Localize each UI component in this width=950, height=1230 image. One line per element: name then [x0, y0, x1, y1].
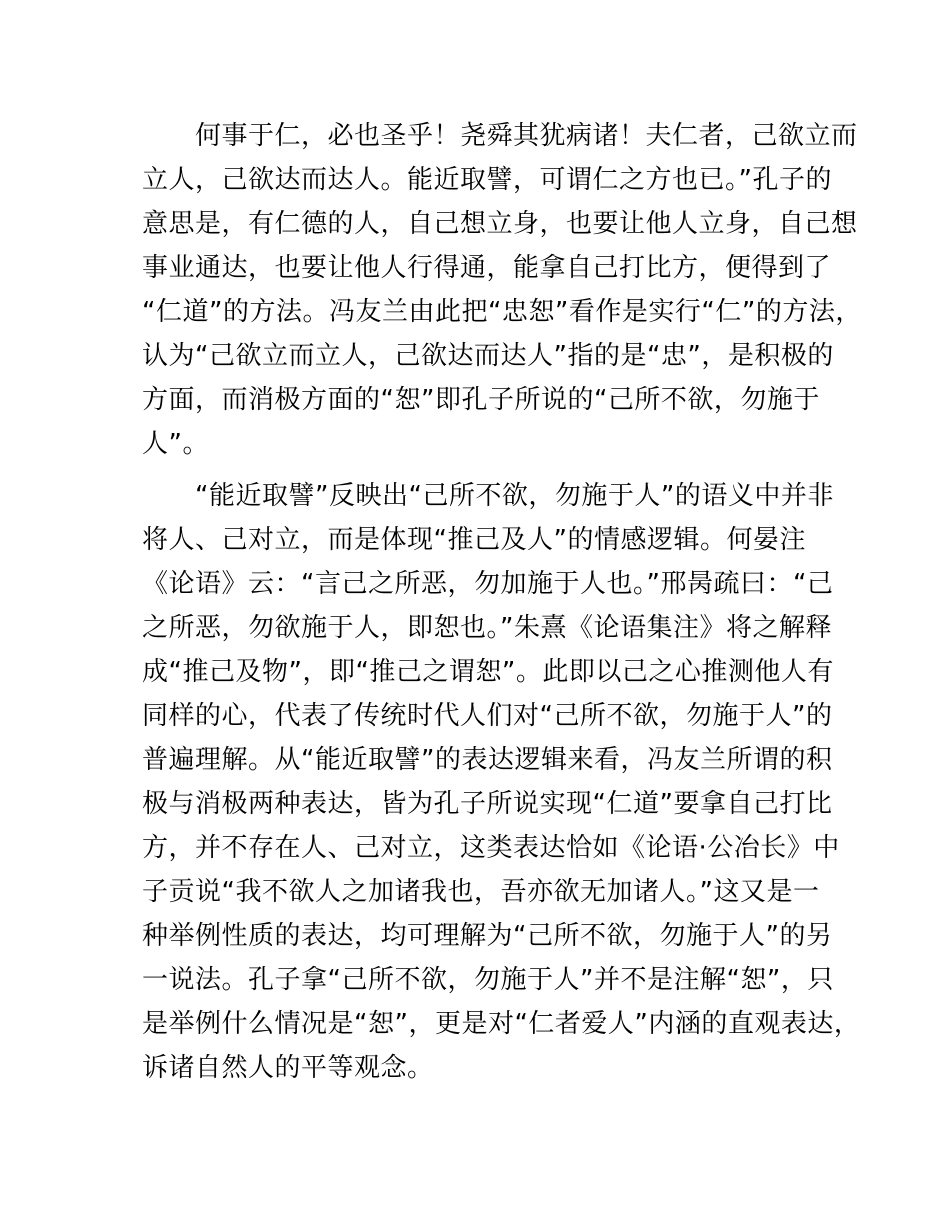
text-line: 方，并不存在人、己对立，这类表达恰如《论语·公冶长》中: [142, 833, 840, 863]
text-line: 一说法。孔子拿“己所不欲，勿施于人”并不是注解“恕”，只: [142, 965, 834, 995]
text-line: 极与消极两种表达，皆为孔子所说实现“仁道”要拿自己打比: [142, 789, 833, 819]
text-line: “仁道”的方法。冯友兰由此把“忠恕”看作是实行“仁”的方法，: [142, 297, 862, 327]
text-line: 成“推己及物”，即“推己之谓恕”。此即以己之心推测他人有: [142, 657, 834, 687]
paragraph-1: [142, 114, 862, 466]
text-line: 《论语》云：“言己之所恶，勿加施于人也。”邢昺疏曰：“己: [142, 569, 834, 599]
text-line: 子贡说“我不欲人之加诸我也，吾亦欲无加诸人。”这又是一: [142, 877, 820, 907]
text-line: 将人、己对立，而是体现“推己及人”的情感逻辑。何晏注: [142, 525, 806, 555]
text-line: 是举例什么情况是“恕”，更是对“仁者爱人”内涵的直观表达，: [142, 1009, 861, 1039]
text-line: 立人，己欲达而达人。能近取譬，可谓仁之方也已。”孔子的: [142, 165, 832, 195]
text-line: 种举例性质的表达，均可理解为“己所不欲，勿施于人”的另: [142, 921, 833, 951]
text-line: 何事于仁，必也圣乎！尧舜其犹病诸！夫仁者，己欲立而: [195, 121, 858, 151]
text-line: 普遍理解。从“能近取譬”的表达逻辑来看，冯友兰所谓的积: [142, 745, 833, 775]
text-line: 人”。: [142, 429, 209, 459]
text-line: 方面，而消极方面的“恕”即孔子所说的“己所不欲，勿施于: [142, 385, 820, 415]
text-line: 认为“己欲立而立人，己欲达而达人”指的是“忠”，是积极的: [142, 341, 834, 371]
text-line: 意思是，有仁德的人，自己想立身，也要让他人立身，自己想: [142, 209, 858, 239]
paragraph-2: [142, 474, 861, 1090]
text-line: 之所恶，勿欲施于人，即恕也。”朱熹《论语集注》将之解释: [142, 613, 832, 643]
text-line: 诉诸自然人的平等观念。: [142, 1053, 434, 1083]
text-line: 同样的心，代表了传统时代人们对“己所不欲，勿施于人”的: [142, 701, 833, 731]
text-line: “能近取譬”反映出“己所不欲，勿施于人”的语义中并非: [195, 481, 834, 511]
text-line: 事业通达，也要让他人行得通，能拿自己打比方，便得到了: [142, 253, 832, 283]
